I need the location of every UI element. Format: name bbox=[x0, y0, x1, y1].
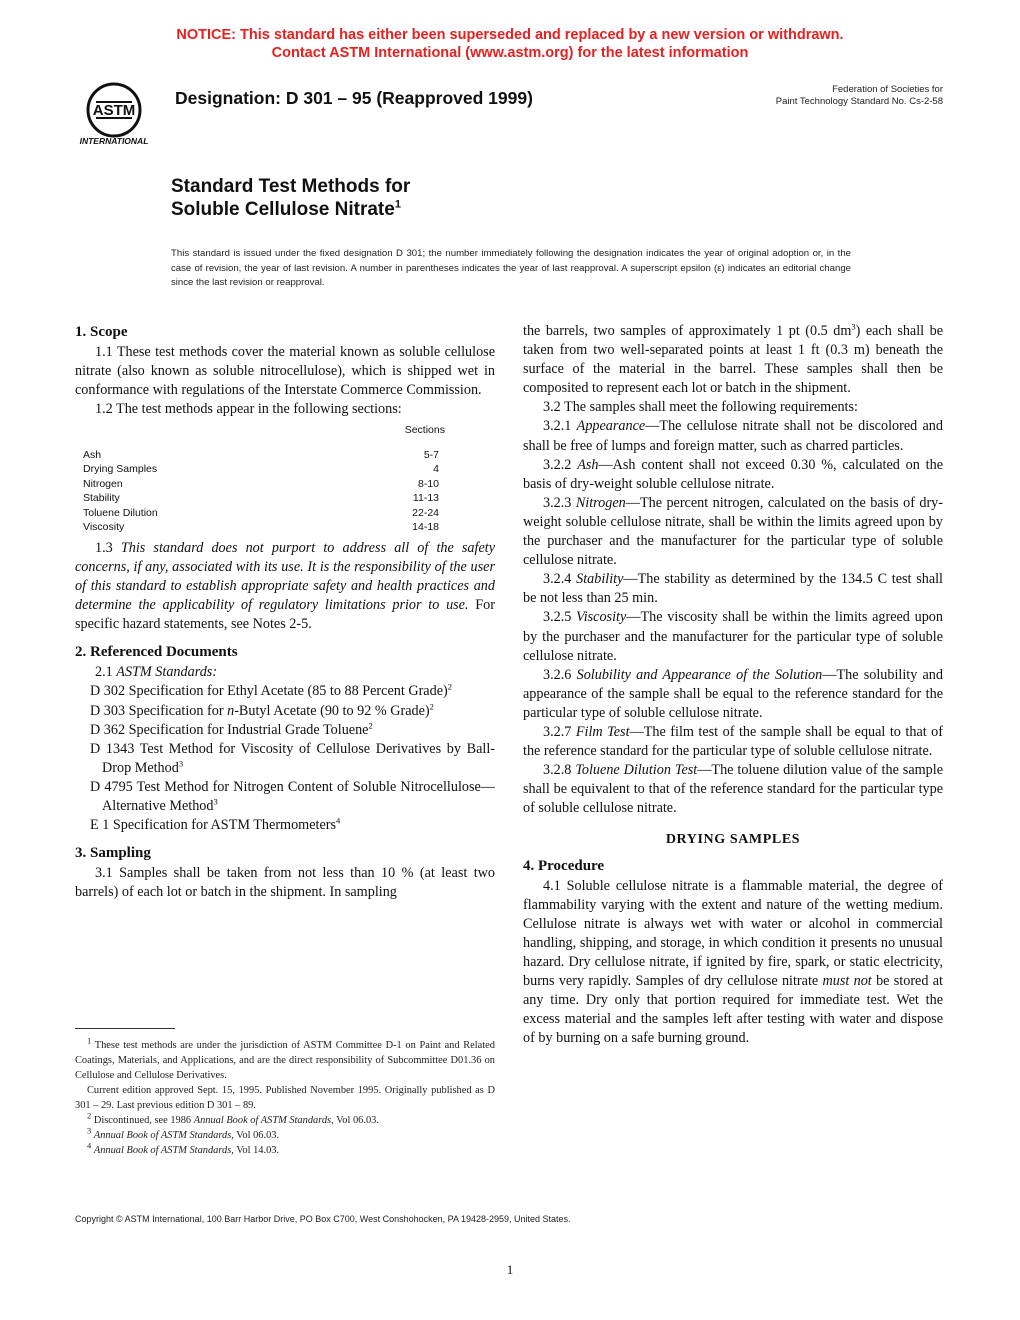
para-3-1-continued bbox=[523, 322, 943, 398]
ref-text: -Butyl Acetate (90 to 92 % Grade) bbox=[234, 702, 430, 719]
req-3-2-2 bbox=[523, 456, 943, 494]
safety-caveat: This standard does not purport to address all of the safety concerns, if any, associated with its use. It is the responsibility of the user of this standard to establish appropriate safety and health practices and determine the applicability of regulatory limitations prior to use. bbox=[75, 539, 495, 614]
ref-d302 bbox=[75, 682, 495, 701]
section-name: Ash bbox=[83, 448, 102, 461]
copyright: Copyright © ASTM International, 100 Barr Harbor Drive, PO Box C700, West Conshohocken, PA 19428-2959, United States. bbox=[75, 1214, 571, 1224]
section-scope-heading: 1. Scope bbox=[75, 324, 128, 340]
req-number: 3.2.3 bbox=[543, 494, 572, 511]
ref-d362 bbox=[75, 721, 495, 740]
title-line-1: Standard Test Methods for bbox=[171, 176, 411, 197]
federation-line-2: Paint Technology Standard No. Cs-2-58 bbox=[775, 96, 943, 107]
section-range: 5-7 bbox=[423, 448, 439, 461]
footnote-3 bbox=[75, 1125, 495, 1143]
req-text: —The percent nitrogen, calculated on the basis of dry-weight soluble cellulose nitrate, shall be within the limits agreed upon by the purchaser and the manufacturer for the particular type of soluble cellulose nitrate. bbox=[523, 494, 943, 569]
para-number: 1.3 bbox=[95, 539, 113, 556]
para-3-2: 3.2 The samples shall meet the following requirements: bbox=[543, 399, 858, 416]
ref-d303 bbox=[75, 702, 495, 721]
superscript: 3 bbox=[851, 321, 856, 332]
para-1-2: 1.2 The test methods appear in the following sections: bbox=[95, 401, 402, 418]
req-text: —The solubility and appearance of the sample shall be equal to the reference standard for the particular type of soluble cellulose nitrate. bbox=[523, 666, 943, 721]
req-number: 3.2.4 bbox=[543, 571, 572, 588]
footnote-text: , Vol 06.03. bbox=[331, 1115, 379, 1126]
issuance-note: This standard is issued under the fixed designation D 301; the number immediately following the designation indicates the year of original adoption or, in the case of revision, the year of last revision. A number in parentheses indicates the year of last reapproval. A superscript epsilon (ε) indicates an editorial change since the last revision or reapproval. bbox=[171, 248, 851, 288]
sections-table bbox=[83, 423, 475, 535]
document-title bbox=[171, 175, 410, 221]
table-row bbox=[83, 477, 475, 492]
ref-text: D 303 Specification for bbox=[90, 702, 224, 719]
federation-note bbox=[776, 84, 943, 108]
notice-banner bbox=[0, 26, 1020, 62]
req-3-2-1 bbox=[523, 417, 943, 455]
req-label: Appearance bbox=[576, 418, 646, 435]
title-line-2: Soluble Cellulose Nitrate bbox=[171, 199, 395, 220]
para-text: be stored at any time. Dry only that portion required for immediate test. Wet the excess material and the samples left after testing with water and dispose of by burning on a safe burning ground. bbox=[523, 973, 943, 1047]
emphasis: must not bbox=[822, 973, 872, 989]
req-label: Stability bbox=[576, 571, 624, 588]
req-3-2-7 bbox=[523, 723, 943, 761]
ref-d1343 bbox=[75, 740, 495, 778]
footnote-text: , Vol 14.03. bbox=[231, 1145, 280, 1156]
req-number: 3.2.1 bbox=[543, 418, 572, 435]
para-1-1: 1.1 These test methods cover the material known as soluble cellulose nitrate (also known as soluble nitrocellulose), which is shipped wet in conformance with regulations of the Interstate Commerce Commission. bbox=[75, 344, 495, 399]
astm-logo bbox=[66, 80, 162, 148]
section-name: Toluene Dilution bbox=[83, 506, 158, 519]
footnote-text: These test methods are under the jurisdiction of ASTM Committee D-1 on Paint and Related Coatings, Materials, and Applications, and are the direct responsibility of Subcommittee D01.36 on Cellulose and Cellulose Derivatives. bbox=[75, 1040, 495, 1081]
req-text: —The toluene dilution value of the sample shall be equivalent to that of the reference standard for the particular type of soluble cellulose nitrate. bbox=[523, 762, 943, 817]
footnote-text: Discontinued, see 1986 bbox=[93, 1115, 192, 1126]
hazard-reference: For specific hazard statements, see Notes 2-5. bbox=[75, 597, 495, 633]
footnote-mark: 3 bbox=[213, 796, 218, 807]
req-text: —The cellulose nitrate shall not be discolored and shall be free of lumps and foreign matter, such as charred particles. bbox=[523, 418, 943, 454]
footnote-mark: 3 bbox=[178, 758, 184, 769]
footnote-mark: 4 bbox=[336, 815, 341, 826]
req-3-2-5 bbox=[523, 608, 943, 665]
section-name: Viscosity bbox=[83, 521, 125, 534]
req-3-2-8 bbox=[523, 761, 943, 818]
ref-d4795 bbox=[75, 778, 495, 816]
footnote-mark: 2 bbox=[87, 1110, 92, 1121]
footnote-italic: Annual Book of ASTM Standards bbox=[193, 1115, 332, 1126]
footnotes bbox=[75, 1035, 495, 1158]
table-row bbox=[83, 520, 475, 535]
req-label: Viscosity bbox=[576, 609, 627, 626]
footnote-mark: 4 bbox=[87, 1140, 92, 1151]
req-3-2-6 bbox=[523, 666, 943, 723]
notice-line-1: NOTICE: This standard has either been superseded and replaced by a new version or withdrawn. bbox=[176, 27, 844, 43]
ref-e1 bbox=[75, 816, 495, 835]
para-1-3 bbox=[75, 539, 495, 634]
req-number: 3.2.2 bbox=[543, 456, 572, 473]
section-range: 14-18 bbox=[412, 521, 439, 534]
page-number: 1 bbox=[506, 1262, 514, 1277]
req-label: Ash bbox=[577, 456, 599, 473]
section-name: Drying Samples bbox=[83, 463, 158, 476]
footnote-mark: 2 bbox=[368, 719, 373, 730]
section-name: Stability bbox=[83, 492, 120, 505]
footnote-1 bbox=[75, 1035, 495, 1083]
req-number: 3.2.5 bbox=[543, 609, 572, 626]
footnote-italic: Annual Book of ASTM Standards bbox=[93, 1145, 232, 1156]
req-label: Film Test bbox=[575, 723, 630, 740]
logo-word: INTERNATIONAL bbox=[79, 136, 149, 146]
footnote-text: , Vol 06.03. bbox=[231, 1130, 280, 1141]
footnote-1b: Current edition approved Sept. 15, 1995. Published November 1995. Originally published as D 301 – 29. Last previous edition D 301 – 89. bbox=[75, 1085, 495, 1111]
ref-text: D 1343 Test Method for Viscosity of Cellulose Derivatives by Ball-Drop Method bbox=[90, 740, 495, 776]
drying-samples-heading: DRYING SAMPLES bbox=[665, 832, 801, 848]
footnote-mark: 2 bbox=[429, 700, 434, 711]
req-label: Solubility and Appearance of the Solution bbox=[576, 666, 823, 683]
footnote-mark: 2 bbox=[447, 681, 452, 692]
section-range: 11-13 bbox=[412, 492, 439, 505]
table-row bbox=[83, 448, 475, 463]
ref-text: D 362 Specification for Industrial Grade Toluene bbox=[90, 721, 369, 738]
para-4-1 bbox=[523, 877, 943, 1049]
section-procedure-heading: 4. Procedure bbox=[523, 857, 605, 874]
req-text: —The stability as determined by the 134.5 C test shall be not less than 25 min. bbox=[523, 571, 943, 607]
section-name: Nitrogen bbox=[83, 477, 123, 490]
table-row bbox=[83, 462, 475, 477]
federation-line-1: Federation of Societies for bbox=[832, 84, 943, 95]
sections-header: Sections bbox=[404, 424, 445, 437]
footnote-mark: 1 bbox=[87, 1035, 92, 1046]
req-label: Nitrogen bbox=[575, 494, 626, 511]
right-column bbox=[523, 322, 943, 1048]
para-text: ) each shall be taken from two well-separated points at least 1 ft (0.3 m) beneath the surface of the material in the barrel. These samples shall then be composited to represent each lot or batch in the shipment. bbox=[523, 323, 943, 397]
para-number: 2.1 bbox=[95, 664, 113, 681]
footnote-italic: Annual Book of ASTM Standards bbox=[93, 1130, 232, 1141]
section-range: 22-24 bbox=[412, 506, 439, 519]
section-sampling-heading: 3. Sampling bbox=[75, 845, 151, 862]
req-number: 3.2.7 bbox=[543, 723, 572, 740]
table-row bbox=[83, 506, 475, 521]
para-3-1: 3.1 Samples shall be taken from not less than 10 % (at least two barrels) of each lot or batch in the shipment. In sampling bbox=[75, 865, 495, 901]
section-range: 4 bbox=[433, 463, 439, 476]
logo-letters: ASTM bbox=[92, 102, 136, 119]
ref-text: D 4795 Test Method for Nitrogen Content of Soluble Nitrocellulose—Alternative Method bbox=[90, 778, 495, 814]
title-footnote-mark: 1 bbox=[394, 198, 401, 211]
req-number: 3.2.6 bbox=[543, 666, 572, 683]
footnote-2 bbox=[75, 1110, 495, 1128]
footnote-4 bbox=[75, 1140, 495, 1158]
left-column bbox=[75, 322, 495, 902]
req-label: Toluene Dilution Test bbox=[575, 762, 698, 779]
req-3-2-4 bbox=[523, 570, 943, 608]
req-text: —The viscosity shall be within the limits agreed upon by the purchaser and the manufacturer for the particular type of soluble cellulose nitrate. bbox=[523, 609, 943, 664]
ref-italic: n bbox=[227, 702, 235, 719]
section-referenced-heading: 2. Referenced Documents bbox=[75, 644, 238, 661]
ref-text: E 1 Specification for ASTM Thermometers bbox=[90, 817, 336, 834]
section-range: 8-10 bbox=[417, 477, 439, 490]
req-text: —Ash content shall not exceed 0.30 %, calculated on the basis of dry-weight soluble cellulose nitrate. bbox=[523, 456, 944, 492]
designation: Designation: D 301 – 95 (Reapproved 1999) bbox=[175, 88, 533, 108]
astm-standards-label: ASTM Standards: bbox=[116, 664, 218, 681]
notice-line-2: Contact ASTM International (www.astm.org) for the latest information bbox=[271, 45, 749, 61]
para-text: the barrels, two samples of approximately 1 pt (0.5 dm bbox=[523, 323, 852, 339]
req-number: 3.2.8 bbox=[543, 762, 572, 779]
para-2-1 bbox=[75, 663, 495, 682]
table-row bbox=[83, 491, 475, 506]
req-text: —The film test of the sample shall be equal to that of the reference standard for the particular type of soluble cellulose nitrate. bbox=[523, 723, 943, 760]
footnote-mark: 3 bbox=[87, 1125, 92, 1136]
footnote-divider bbox=[75, 1028, 175, 1029]
req-3-2-3 bbox=[523, 494, 943, 570]
para-text: 4.1 Soluble cellulose nitrate is a flammable material, the degree of flammability varying with the extent and nature of the wetting medium. Cellulose nitrate is always wet with water or alcohol in commercial handling, shipping, and storage, in which condition it presents no unusual hazard. Dry cellulose nitrate, if ignited by fire, spark, or static electricity, burns very rapidly. Samples of dry cellulose nitrate bbox=[523, 877, 943, 989]
ref-text: D 302 Specification for Ethyl Acetate (85 to 88 Percent Grade) bbox=[90, 683, 448, 700]
